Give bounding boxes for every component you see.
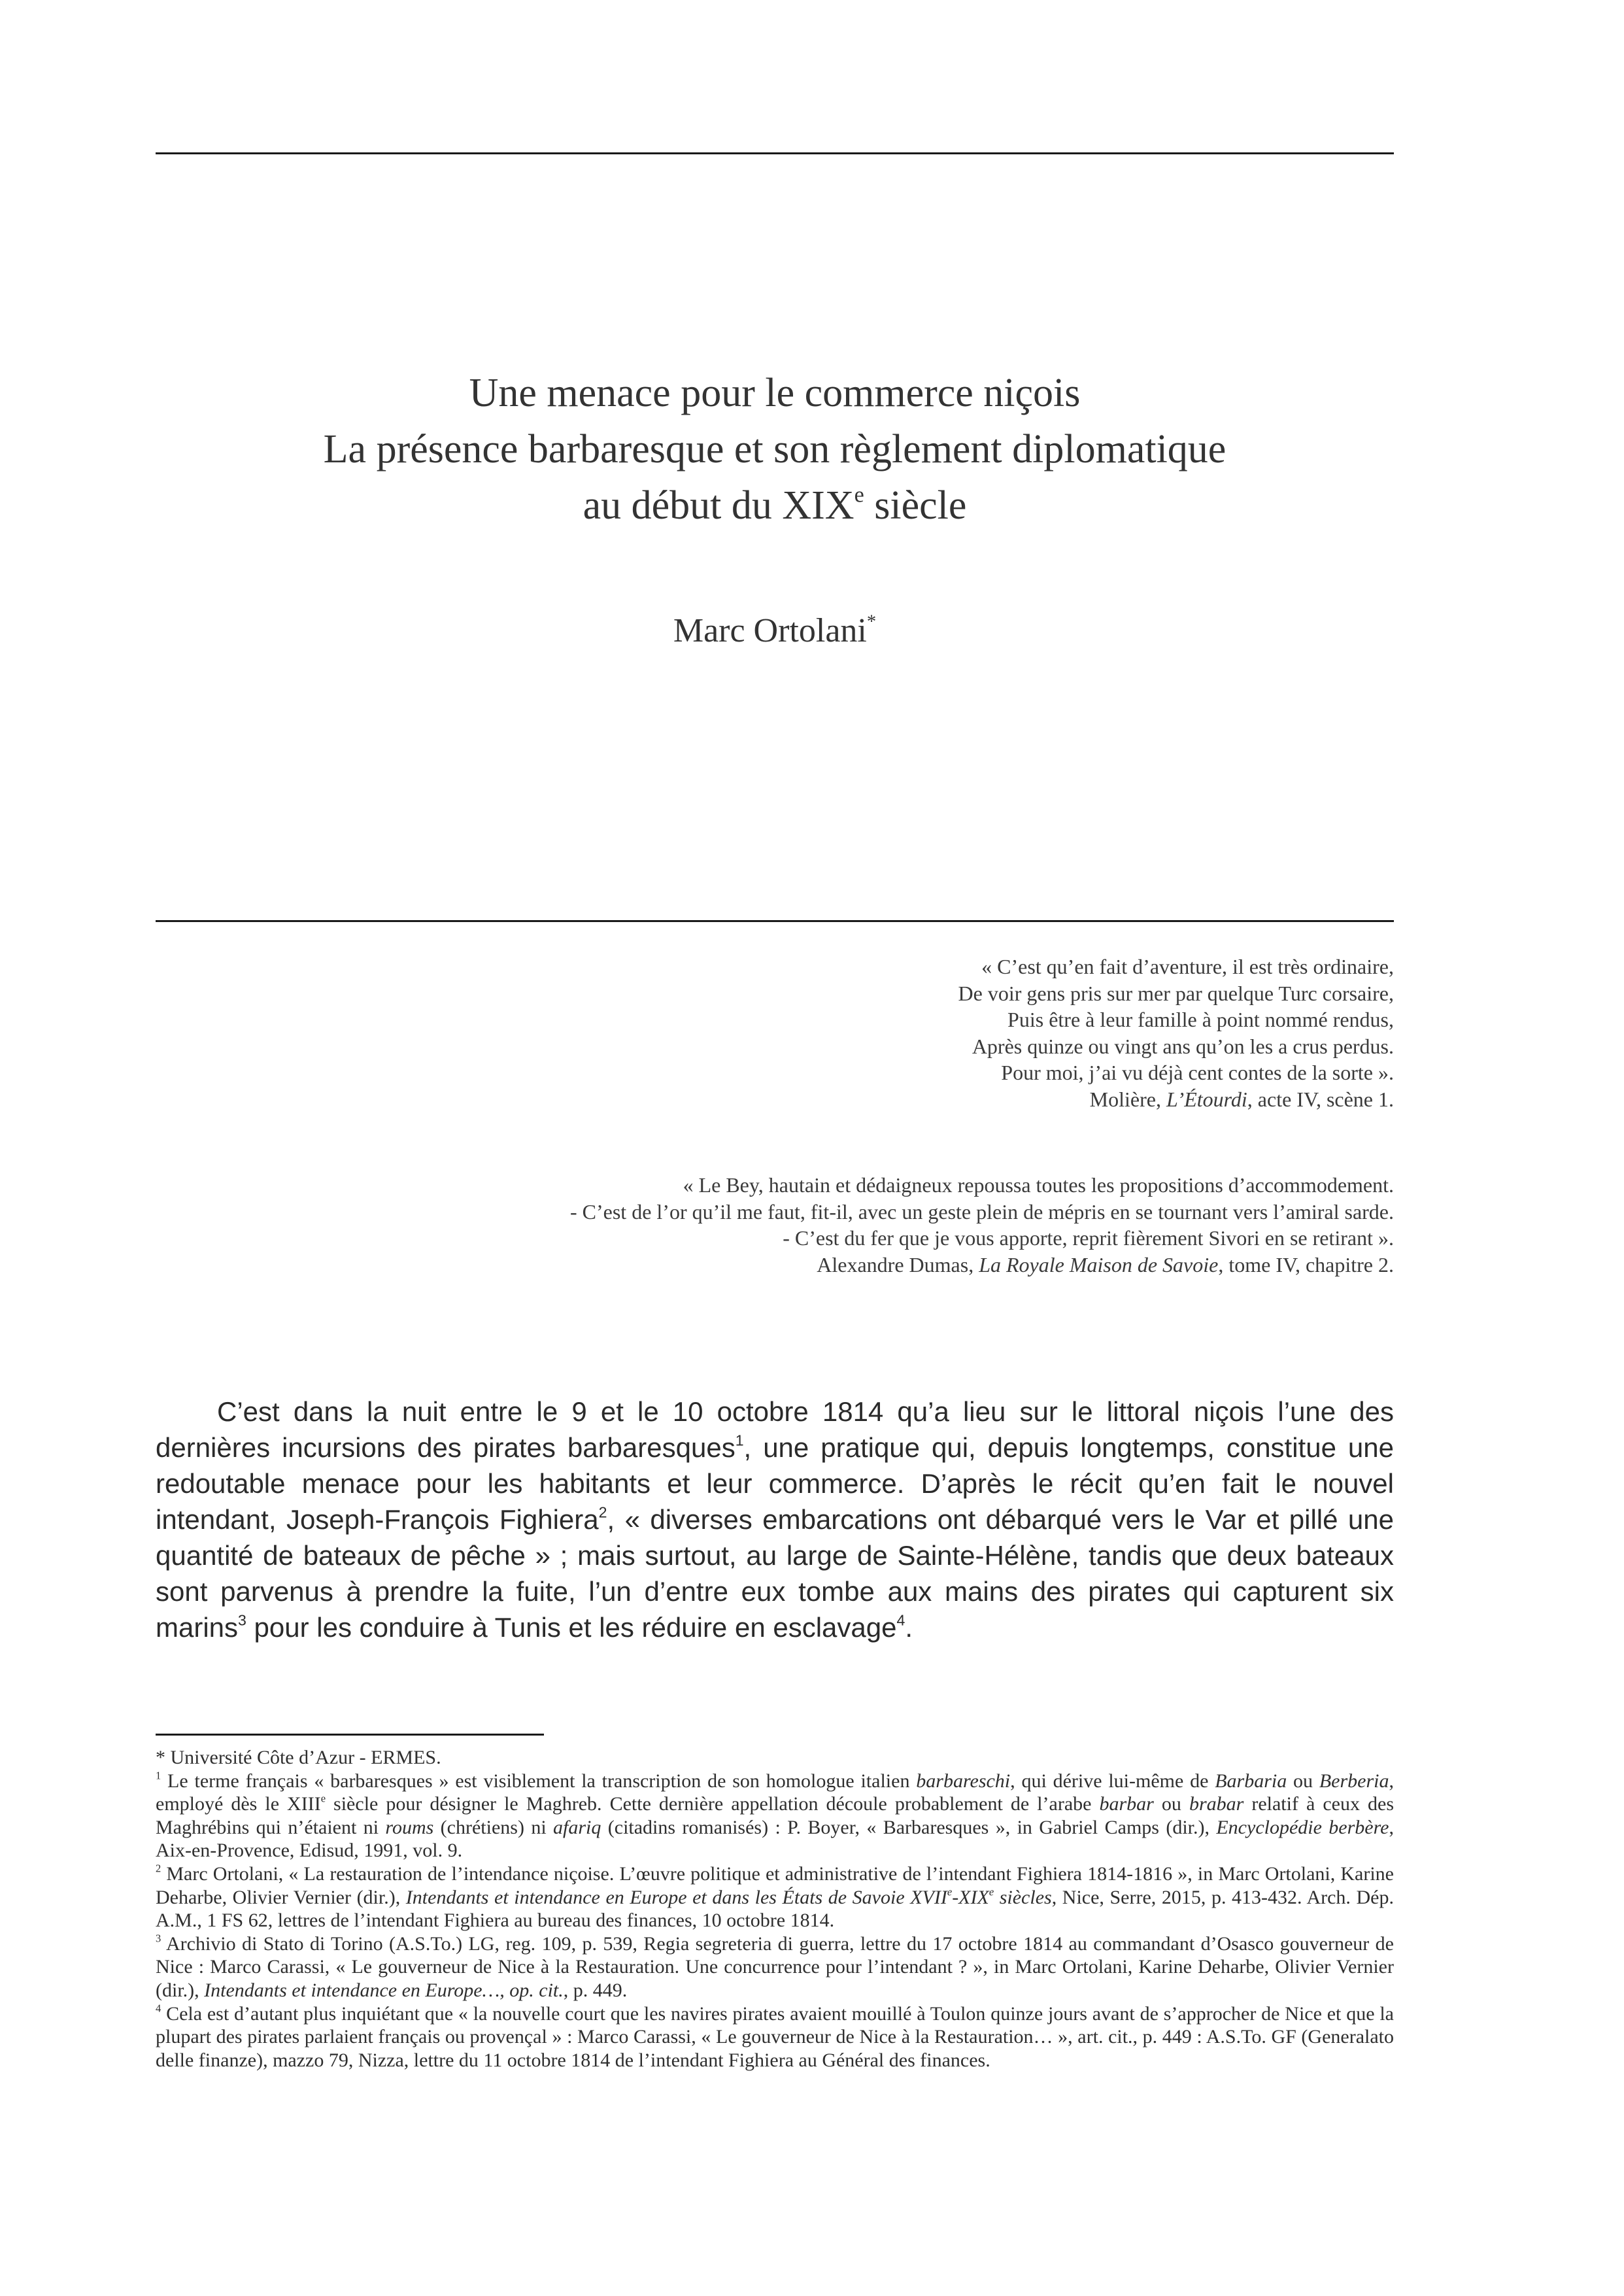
author-name: Marc Ortolani	[673, 612, 867, 649]
footnote-text: , qui dérive lui-même de	[1010, 1770, 1215, 1792]
epigraph-source-author: Alexandre Dumas,	[817, 1252, 979, 1277]
footnote-italic-text: -XIX	[952, 1886, 989, 1908]
footnote-italic-text: siècles	[994, 1886, 1052, 1908]
footnote-ref-1[interactable]: 1	[735, 1431, 744, 1449]
epigraph-line: « C’est qu’en fait d’aventure, il est très ordinaire,	[981, 955, 1394, 978]
footnote-superscript: e	[320, 1792, 326, 1805]
title-line-3-text: au début du XIX	[583, 483, 854, 528]
body-text: C’est dans la nuit entre le 9 et le 10 octobre 1814 qu’a lieu sur le littoral niçois l’une des dernières incursions des pirates barbaresques	[156, 1396, 1394, 1463]
author-line	[156, 608, 1394, 654]
footnote-text: (citadins romanisés) : P. Boyer, « Barbaresques », in Gabriel Camps (dir.),	[601, 1816, 1217, 1838]
footnote-text: Marc Ortolani, « La restauration de l’intendance niçoise. L’œuvre politique et administrative de l’intendant Fighiera 1814-1816 », in Marc Ortolani, Karine Deharbe, Olivier Vernier (dir.),	[156, 1862, 1394, 1908]
footnote-text: , Aix-en-Provence, Edisud, 1991, vol. 9.	[156, 1816, 1394, 1862]
author-footnote-mark: *	[866, 611, 877, 632]
body-paragraph	[156, 1394, 1394, 1645]
footnote-text: relatif à ceux des Maghrébins qui n’étaient ni	[156, 1793, 1394, 1838]
footnote-affiliation: * Université Côte d’Azur - ERMES.	[156, 1747, 441, 1768]
epigraph-line: De voir gens pris sur mer par quelque Turc corsaire,	[958, 981, 1394, 1005]
footnote-text: , employé dès le XIII	[156, 1770, 1394, 1815]
body-text: , une pratique qui, depuis longtemps, constitue une redoutable menace pour les habitants et leur commerce. D’après le récit qu’en fait le nouvel intendant, Joseph-François Fighiera	[156, 1432, 1394, 1535]
body-text: pour les conduire à Tunis et les réduire en esclavage	[246, 1612, 897, 1643]
footnote-italic	[406, 1887, 1052, 1908]
epigraph-line: - C’est de l’or qu’il me faut, fit-il, avec un geste plein de mépris en se tournant vers l’amiral sarde.	[569, 1199, 1394, 1224]
footnote-text: (chrétiens) ni	[433, 1816, 554, 1838]
article-title	[156, 365, 1394, 534]
epigraph-source-work: L’Étourdi	[1166, 1087, 1247, 1111]
footnote-text: Archivio di Stato di Torino (A.S.To.) LG, reg. 109, p. 539, Regia segreteria di guerra, lettre du 17 octobre 1814 au commandant d’Osasco gouverneur de Nice : Marco Carassi, « Le gouverneur de Nice à la Restauration. Une concurrence pour l’intendant ? », in Marc Ortolani, Karine Deharbe, Olivier Vernier (dir.),	[156, 1932, 1394, 2001]
footnote-separator	[156, 1734, 544, 1736]
footnote-italic: afariq	[553, 1816, 601, 1838]
footnote-italic: roums	[385, 1816, 434, 1838]
footnote-3	[156, 1932, 1394, 2002]
footnote-italic: brabar	[1189, 1793, 1244, 1815]
epigraph-source-author: Molière,	[1089, 1087, 1166, 1111]
epigraph-source-work: La Royale Maison de Savoie	[979, 1252, 1219, 1277]
epigraph-source-ref: , tome IV, chapitre 2.	[1218, 1252, 1394, 1277]
footnote-text: , Nice, Serre, 2015, p. 413-432. Arch. Dép. A.M., 1 FS 62, lettres de l’intendant Fighiera au bureau des finances, 10 octobre 1814.	[156, 1886, 1394, 1932]
footnote-text: , p. 449.	[563, 1979, 628, 2001]
footnote-italic-text: Intendants et intendance en Europe et dans les États de Savoie XVII	[405, 1886, 947, 1908]
footnote-text: ou	[1153, 1793, 1189, 1815]
footnote-text: ou	[1287, 1770, 1319, 1792]
section-rule	[156, 920, 1394, 922]
epigraph-line: Puis être à leur famille à point nommé rendus,	[1007, 1008, 1394, 1031]
epigraph-source	[958, 1086, 1395, 1113]
epigraph-source-ref: , acte IV, scène 1.	[1247, 1087, 1394, 1111]
body-text: , « diverses embarcations ont débarqué vers le Var et pillé une quantité de bateaux de pêche » ; mais surtout, au large de Sainte-Hélène, tandis que deux bateaux sont parvenus à prendre la fuite, l’un d’entre eux tombe aux mains des pirates qui capturent six marins	[156, 1504, 1394, 1643]
footnote-superscript: e	[947, 1885, 953, 1898]
epigraph-line: Pour moi, j’ai vu déjà cent contes de la sorte ».	[1001, 1061, 1394, 1084]
footnote-text: Le terme français « barbaresques » est visiblement la transcription de son homologue italien	[161, 1770, 917, 1792]
footnote-italic: Berberia	[1319, 1770, 1389, 1792]
footnote-number: 4	[156, 2002, 161, 2015]
footnote-italic: Intendants et intendance en Europe…, op. cit.	[204, 1979, 564, 2001]
footnote-italic: barbar	[1099, 1793, 1154, 1815]
footnote-ref-2[interactable]: 2	[598, 1503, 607, 1521]
footnote-italic: Encyclopédie berbère	[1216, 1816, 1389, 1838]
epigraph-source	[570, 1252, 1394, 1278]
footnote-2	[156, 1862, 1394, 1932]
footnote-number: 3	[156, 1932, 161, 1945]
footnote-superscript: e	[989, 1885, 994, 1898]
epigraph-line: Après quinze ou vingt ans qu’on les a crus perdus.	[972, 1034, 1394, 1058]
footnote-ref-4[interactable]: 4	[896, 1611, 905, 1629]
footnote-ref-3[interactable]: 3	[238, 1611, 246, 1629]
epigraph-line: « Le Bey, hautain et dédaigneux repoussa toutes les propositions d’accommodement.	[683, 1173, 1394, 1197]
title-line-3-end: siècle	[864, 483, 967, 528]
footnote-italic: barbareschi	[916, 1770, 1011, 1792]
epigraph-line: - C’est du fer que je vous apporte, reprit fièrement Sivori en se retirant ».	[783, 1226, 1394, 1250]
title-line-3	[156, 477, 1394, 534]
header-rule	[156, 152, 1394, 154]
footnote-text: siècle pour désigner le Maghreb. Cette dernière appellation découle probablement de l’arabe	[326, 1793, 1100, 1815]
footnote-4	[156, 2002, 1394, 2072]
title-line-1: Une menace pour le commerce niçois	[469, 371, 1081, 415]
footnote-text: Cela est d’autant plus inquiétant que « la nouvelle court que les navires pirates avaient mouillé à Toulon quinze jours avant de s’approcher de Nice et que la plupart des pirates parlaient français ou provençal » : Marco Carassi, « Le gouverneur de Nice à la Restauration… », art. cit., p. 449 : A.S.To. GF (Generalato delle finanze), mazzo 79, Nizza, lettre du 11 octobre 1814 de l’intendant Fighiera au Général des finances.	[156, 2002, 1394, 2071]
footnote-number: 2	[156, 1862, 161, 1875]
epigraph-dumas	[570, 1172, 1394, 1278]
footnote-number: 1	[156, 1769, 161, 1782]
footnote-italic: Barbaria	[1215, 1770, 1287, 1792]
footnotes	[156, 1746, 1394, 2072]
title-line-2: La présence barbaresque et son règlement diplomatique	[323, 427, 1226, 471]
title-superscript: e	[854, 483, 864, 507]
body-text: .	[905, 1612, 913, 1643]
epigraph-moliere	[958, 953, 1395, 1112]
footnote-1	[156, 1770, 1394, 1862]
